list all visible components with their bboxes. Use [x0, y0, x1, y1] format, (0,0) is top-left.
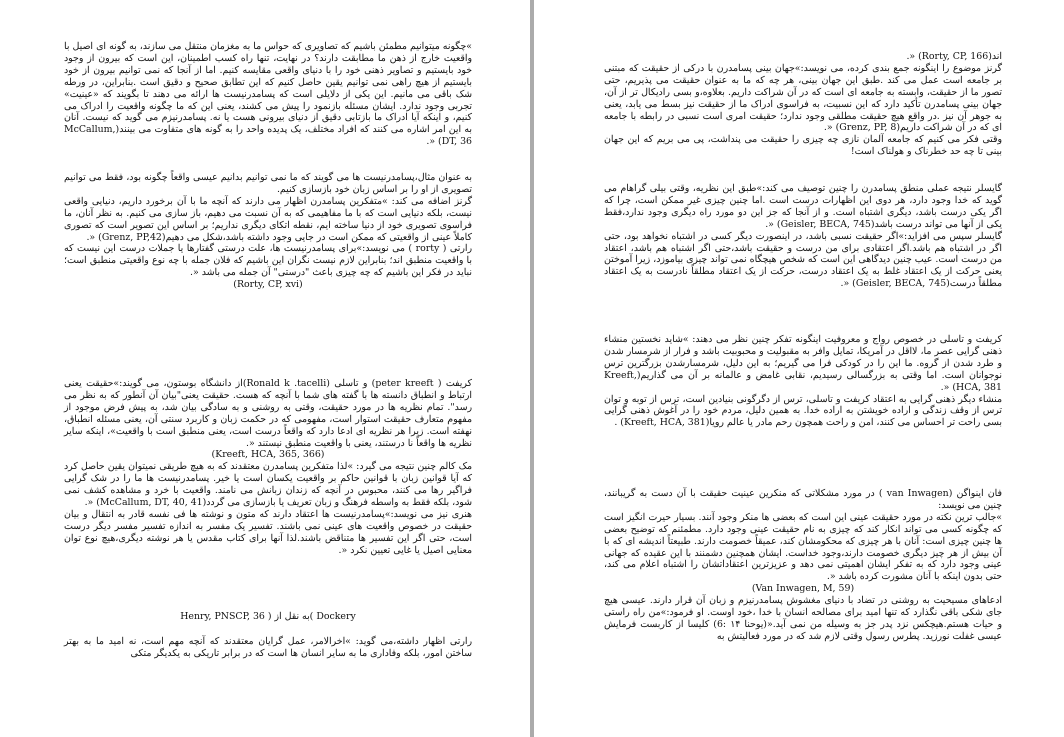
text-block: [604, 183, 1002, 290]
paragraph: گرنز موضوع را اینگونه جمع بندی کرده، می نویسد:»جهان بینی پسامدرن با درکی از حقیقت که مبتنی بر جامعه است عمل می کند .طبق این جهان بینی، هر چه که ما به عنوان حقیقت می پذیریم، حتی تصور ما از حقیقت، وابسته به جامعه ای است که در آن شراکت داریم. بعلاوه،و بسی رادیکال تر از آن، جهان بینی پسامدرن تأکید دارد که این نسبیت، به فراسوی ادراک ما از حقیقت نیز بسط می یابد، یعنی به جوهر آن نیز .در واقع هیچ حقیقت مطلقی وجود ندارد؛ حقیقت امری است نسبی در رابطه با جامعه ای که در آن شراکت داریم(Grenz, PP, 8) «.: [604, 62, 1002, 134]
text-block: [64, 378, 472, 557]
paragraph: »جالب ترین نکته در مورد حقیقت عینی این است که بعضی ها منکر وجود آنند. بسیار حیرت انگیز است که چگونه کسی می تواند انکار کند که چیزی به نام حقیقت عینی وجود دارد. مطمئنم که توضیح بعضی ها چنین چیزی است: آنان با هر چیزی که محکومشان کند، عمیقاً خصومت دارند. طبیعتاً اندیشه ای که با آن بیش از هر چیز دیگری خصومت دارند،وجود خداست. ایشان همچنین دشمنند با این عقیده که جهانی عینی وجود دارد که به تفکر ایشان اهمیتی نمی دهد و عزیزترین اعتقاداتشان را اشتباه اعلام می کند، حتی بدون اینکه با آنان مشورت کرده باشد «.: [604, 511, 1002, 583]
text-block: [604, 51, 1002, 158]
text-block: [64, 636, 472, 660]
paragraph: وقتی فکر می کنیم که جامعه آلمان نازی چه چیزی را حقیقت می پنداشت، پی می بریم که این جهان بینی تا چه حد خطرناک و هولناک است!: [604, 134, 1002, 158]
text-block: [64, 172, 472, 291]
paragraph: اند(Rorty, CP, 166) «.: [906, 51, 1002, 62]
paragraph: منشاء دیگر ذهنی گرایی به اعتقاد کریفت و تاسلی، ترس از دگرگونی بنیادین است، ترس از توبه و توان ترس از وقف زندگی و اراده خویشتن به اراده خدا. به همین دلیل، مردم خود را در آغوش ذهنی گرایی بسی راحت تر احساس می کنند، امن و راحت همچون رحم مادر یا عالم رویا(Kreeft, HCA, 381) .: [604, 393, 1002, 429]
paragraph: رارتی ( rorty ) می نویسد:»برای پسامدرنیست ها، علت درستی گفتارها یا جملات درست این نیست که با واقعیت منطبق اند؛ بنابراین لازم نیست نگران این باشیم که فلان جمله با چه نوع واقعیتی منطبق است؛ نباید در فکر این باشیم که چه چیزی باعث "درستی" آن جمله می باشد «.: [64, 243, 473, 279]
paragraph: »چگونه میتوانیم مطمئن باشیم که تصاویری که حواس ما به مغزمان منتقل می سازند، به گونه ای اصیل با واقعیت خارج از ذهن ما مطابقت دارند؟ در نهایت، تنها راه کسب اطمینان، این است که بیرون از وجود خود بایستیم و تصاویر ذهنی خود را با دنیای واقعی مقایسه کنیم. اما از آنجا که نمی توانیم بیرون از خود بایستیم از هیچ راهی نمی توانیم یقین حاصل کنیم که این تطابق صحیح و دقیق است .بنابراین، در ورطه شک باقی می مانیم. این یکی از دلایلی است که پسامدرنیست ها ارائه می دهند تا بگویند که «عینیت» تجربی وجود ندارد. ایشان مسئله بازنمود را پیش می کشند، یعنی این که ما چگونه واقعیت را ادراک می کنیم، و اینکه آیا ادراک ما بازتابی دقیق از دنیای بیرونی هست یا نه. پسامدرنیزم می گوید که نیست. آنان به این امر اشاره می کنند که افراد مختلف، یک پدیده واحد را به گونه های متفاوت می بینند(McCallum, DT, 36) «.: [64, 41, 472, 148]
paragraph: به عنوان مثال،پسامدرنیست ها می گویند که ما نمی توانیم بدانیم عیسی واقعاً چگونه بود، فقط می توانیم تصویری از او را بر اساس زبان خود بازسازی کنیم.: [64, 172, 472, 195]
paragraph: کریفت و تاسلی در خصوص رواج و معروفیت اینگونه تفکر چنین نظر می دهند: »شاید نخستین منشاء ذهنی گرایی عصر ما، لااقل در آمریکا، تمایل وافر به مقبولیت و محبوبیت باشد و فرار از شرمسار شدن و طرد شدن از گروه. ما این را در کودکی فرا می گیریم؛ به این دلیل، شرمسارشدن بزرگترین ترس نوجوانان است. اما وقتی به بزرگسالی رسیدیم، نقابی غامض و عالمانه بر آن می گذاریم(Kreeft, HCA, 381) «.: [604, 334, 1002, 393]
text-block: [64, 611, 472, 623]
document-page-right: [534, 0, 1064, 737]
paragraph: گایسلر سپس می افزاید:»اگر حقیقت نسبی باشد، در اینصورت دیگر کسی در اشتباه نخواهد بود، حتی اگر در اشتباه هم باشد.اگر اعتقادی برای من درست و حقیقت باشد،حتی اگر اشتباه هم باشد، اعتقاد من درست است. عیب چنین دیدگاهی این است که شخص هیچگاه نمی تواند چیزی بیاموزد، زیرا آموختن یعنی حرکت از یک اعتقاد غلط به یک اعتقاد درست، حرکت از یک اعتقاد مطلقاً نادرست به یک اعتقاد مطلقاً درست(Geisler, BECA, 745) «.: [604, 230, 1002, 290]
paragraph: ادعاهای مسیحیت به روشنی در تضاد با دنیای مغشوش پسامدرنیزم و زبان آن قرار دارند. عیسی هیچ جای شکی باقی نگذارد که تنها امید برای مصالحه انسان با خدا ،خود اوست. او فرمود:»من راه راستی و حیات هستم.هیچکس نزد پدر جز به وسیله من نمی آید.«(یوحنا ۱۴ :6) کلیسا از کاربست فرمایش عیسی غفلت نورزید. پطرس رسول وقتی لازم شد که در مورد فعالیتش به: [604, 595, 1002, 642]
paragraph: هنری نیز می نویسد:»پسامدرنیست ها اعتقاد دارند که متون و نوشته ها فی نفسه قادر به انتقال و بیان حقیقت در خصوص واقعیت های عینی نمی باشند. تفسیر یک مفسر به اندازه تفسیر مفسر دیگر درست است، حتی اگر این تفسیر ها متناقض باشند.لذا آنها برای کتاب مقدس یا هر نوشته دیگری،هیچ نوع توان معنایی اصیل یا غایی تعیین نکرد «.: [64, 508, 472, 556]
paragraph: مک کالم چنین نتیجه می گیرد: »لذا متفکرین پسامدرن معتقدند که به هیچ طریقی نمیتوان یقین حاصل کرد که آیا قوانین زبان با قوانین حاکم بر واقعیت یکسان است یا خیر. پسامدرنیست ها ما را در شک گرایی فراگیر رها می کنند، محبوس در آنچه که زندان زبانش می نامند. واقعیت با خرد و مشاهده کشف نمی شود، بلکه فقط به واسطه فرهنگ و زبان تعریف یا بازسازی می گردد(McCallum, DT, 40, 41) «.: [64, 461, 472, 509]
citation: (Van Inwagen, M, 59): [751, 583, 855, 595]
citation: (Kreeft, HCA, 365, 366): [211, 449, 325, 461]
citation: Dockery )به نقل از ( Henry, PNSCP, 36: [180, 611, 356, 622]
text-block: [64, 41, 472, 148]
text-block: [604, 488, 1002, 643]
citation: (Rorty, CP, xvi): [233, 279, 303, 291]
paragraph: فان اینواگن (van Inwagen ) در مورد مشکلاتی که منکرین عینیت حقیقت با آن دست به گریبانند، چنین می نویسد:: [604, 488, 1002, 511]
paragraph: گایسلر نتیجه عملی منطق پسامدرن را چنین توصیف می کند:»طبق این نظریه، وقتی بیلی گراهام می گوید که خدا وجود دارد، هر دوی این اظهارات درست است .اما چنین چیزی غیر ممکن است، چرا که اگر یکی درست باشد، دیگری اشتباه است. و از آنجا که جز این دو مورد راه دیگری وجود ندارد،فقط یکی از آنها می تواند درست باشد(Geisler, BECA, 745) «.: [604, 183, 1002, 230]
text-block: [604, 334, 1002, 429]
paragraph: رارتی اظهار داشته،می گوید: »اخرالامر، عمل گرایان معتقدند که آنچه مهم است، نه امید ما به بهتر ساختن امور، بلکه وفاداری ما به سایر انسان ها است که در برابر تاریکی به یکدیگر متکی: [64, 636, 472, 659]
paragraph: گرنز اضافه می کند: »متفکرین پسامدرن اظهار می دارند که آنچه ما با آن برخورد داریم، دنیایی واقعی نیست، بلکه دنیایی است که با ما مفاهیمی که به آن نسبت می دهیم، باز سازی می کنیم. به نظر آنان، ما فراسوی تصویری خود از دنیا ساخته ایم، نقطه اتکای دیگری نداریم؛ بر اساس این تصویر است که تصوری کاملاً عینی از واقعیتی که ممکن است در جایی وجود داشته باشد،شکل می دهیم(Grenz, PP,42) «.: [64, 195, 472, 243]
paragraph: کریفت ( peter kreeft) و تاسلی (Ronald k .tacelli)از دانشگاه بوستون، می گویند:»حقیقت یعنی ارتباط و انطباق دانسته ها با گفته های شما با آنچه که هست. حقیقت یعنی"بیان آن آنطور که به نظر می رسد". تمام نظریه ها در مورد حقیقت، وقتی به روشنی و به سادگی بیان شد، به پیش فرض موجود از مفهوم متعارف حقیقت استوار است، مفهومی که در حکمت زبان و کاربرد سنتی آن، یعنی مسئله انطباق، نهفته است. زیرا هر نظریه ای ادعا دارد که واقعاً درست است، یعنی منطبق است با واقعیت»، اینکه سایر نظریه ها واقعاً نا درستند، یعنی با واقعیت منطبق نیستند «.: [64, 378, 473, 449]
document-page-left: [0, 0, 530, 737]
